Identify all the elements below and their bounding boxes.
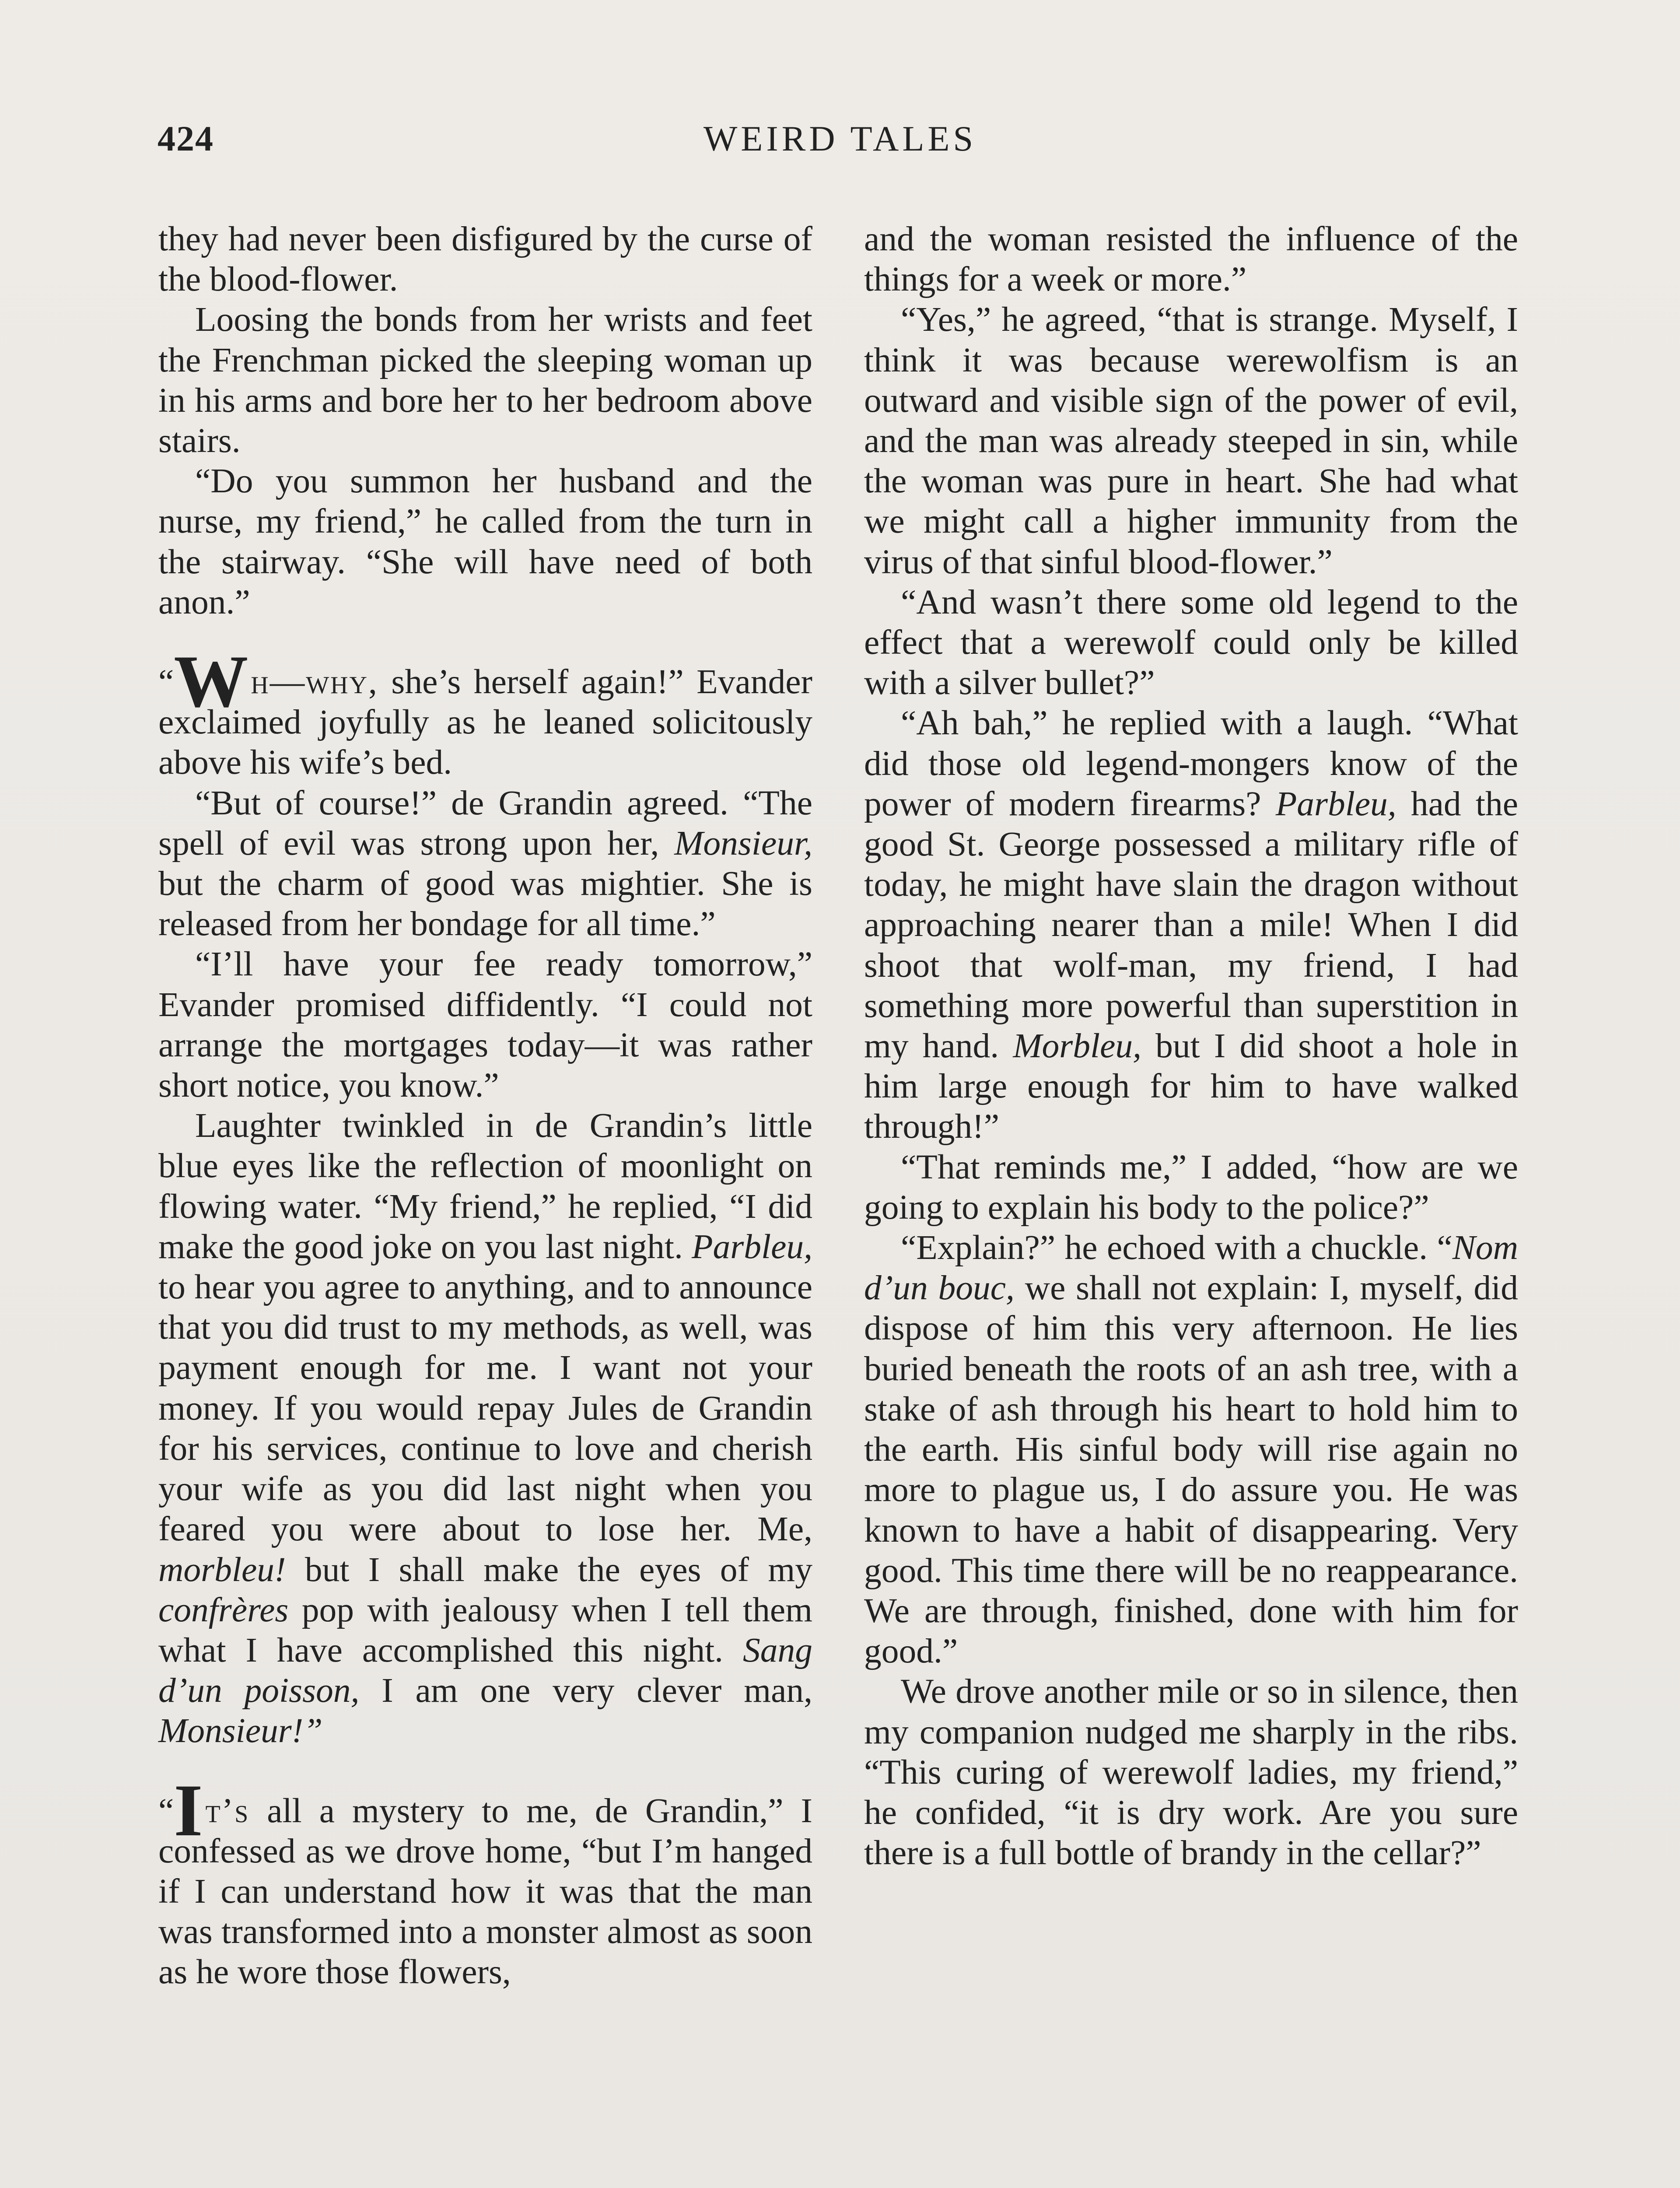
paragraph: “Ah bah,” he replied with a laugh. “What did those old legend-mongers know of the power of modern firearms? Parbleu, had the good St. George possessed a military rifle of today, he might have slain the dragon without approaching nearer than a mile! When I did shoot that wolf-man, my friend, I had something more powerful than superstition in my hand. Morbleu, but I did shoot a hole in him large enough for him to have walked through!”	[864, 704, 1518, 1146]
drop-cap: I	[174, 1769, 203, 1851]
paragraph: We drove another mile or so in silence, then my companion nudged me sharply in the ribs. “This curing of werewolf ladies, my friend,” he confided, “it is dry work. Are you sure there is a full bottle of brandy in the cellar?”	[864, 1672, 1518, 1872]
section-opening-paragraph: “It’s all a mystery to me, de Grandin,” I confessed as we drove home, “but I’m hanged if I can understand how it was that the man was transformed into a monster almost as soon as he wore those flowers,	[158, 1769, 812, 1992]
paragraph: Laughter twinkled in de Grandin’s little blue eyes like the reflection of moonlight on flowing water. “My friend,” he replied, “I did make the good joke on you last night. Parbleu, to hear you agree to anything, and to announce that you did trust to my methods, as well, was payment enough for me. I want not your money. If you would repay Jules de Grandin for his services, continue to love and cherish your wife as you did last night when you feared you were about to lose her. Me, morbleu! but I shall make the eyes of my confrères pop with jealousy when I tell them what I have accomplished this night. Sang d’un poisson, I am one very clever man, Monsieur!”	[158, 1106, 812, 1750]
paragraph: “And wasn’t there some old legend to the effect that a werewolf could only be killed with a silver bullet?”	[864, 582, 1518, 702]
drop-cap: W	[174, 640, 248, 723]
paragraph: “Do you summon her husband and the nurse, my friend,” he called from the turn in the stairway. “She will have need of both anon.”	[158, 462, 812, 621]
running-title: WEIRD TALES	[703, 119, 977, 158]
section-opening-paragraph: “Wh—why, she’s herself again!” Evander exclaimed joyfully as he leaned solicitously above his wife’s bed.	[158, 640, 812, 782]
page-number: 424	[158, 119, 214, 158]
paragraph: “Yes,” he agreed, “that is strange. Myself, I think it was because werewolfism is an outward and visible sign of the power of evil, and the man was already steeped in sin, while the woman was pure in heart. She had what we might call a higher immunity from the virus of that sinful blood-flower.”	[864, 300, 1518, 581]
paragraph: “But of course!” de Grandin agreed. “The spell of evil was strong upon her, Monsieur, but the charm of good was mightier. She is released from her bondage for all time.”	[158, 783, 812, 943]
right-column	[864, 219, 1518, 1873]
paragraph: they had never been disfigured by the curse of the blood-flower.	[158, 220, 812, 299]
paragraph: Loosing the bonds from her wrists and feet the Frenchman picked the sleeping woman up in his arms and bore her to her bedroom above stairs.	[158, 300, 812, 460]
paragraph: “Explain?” he echoed with a chuckle. “Nom d’un bouc, we shall not explain: I, myself, did dispose of him this very afternoon. He lies buried beneath the roots of an ash tree, with a stake of ash through his heart to hold him to the earth. His sinful body will rise again no more to plague us, I do assure you. He was known to have a habit of disappearing. Very good. This time there will be no reappearance. We are through, finished, done with him for good.”	[864, 1228, 1518, 1671]
paragraph: “That reminds me,” I added, “how are we going to explain his body to the police?”	[864, 1147, 1518, 1227]
page-header	[158, 118, 1522, 175]
paragraph: and the woman resisted the influence of the things for a week or more.”	[864, 220, 1518, 299]
paragraph: “I’ll have your fee ready tomorrow,” Evander promised diffidently. “I could not arrange the mortgages today—it was rather short notice, you know.”	[158, 945, 812, 1105]
left-column	[158, 219, 812, 1992]
